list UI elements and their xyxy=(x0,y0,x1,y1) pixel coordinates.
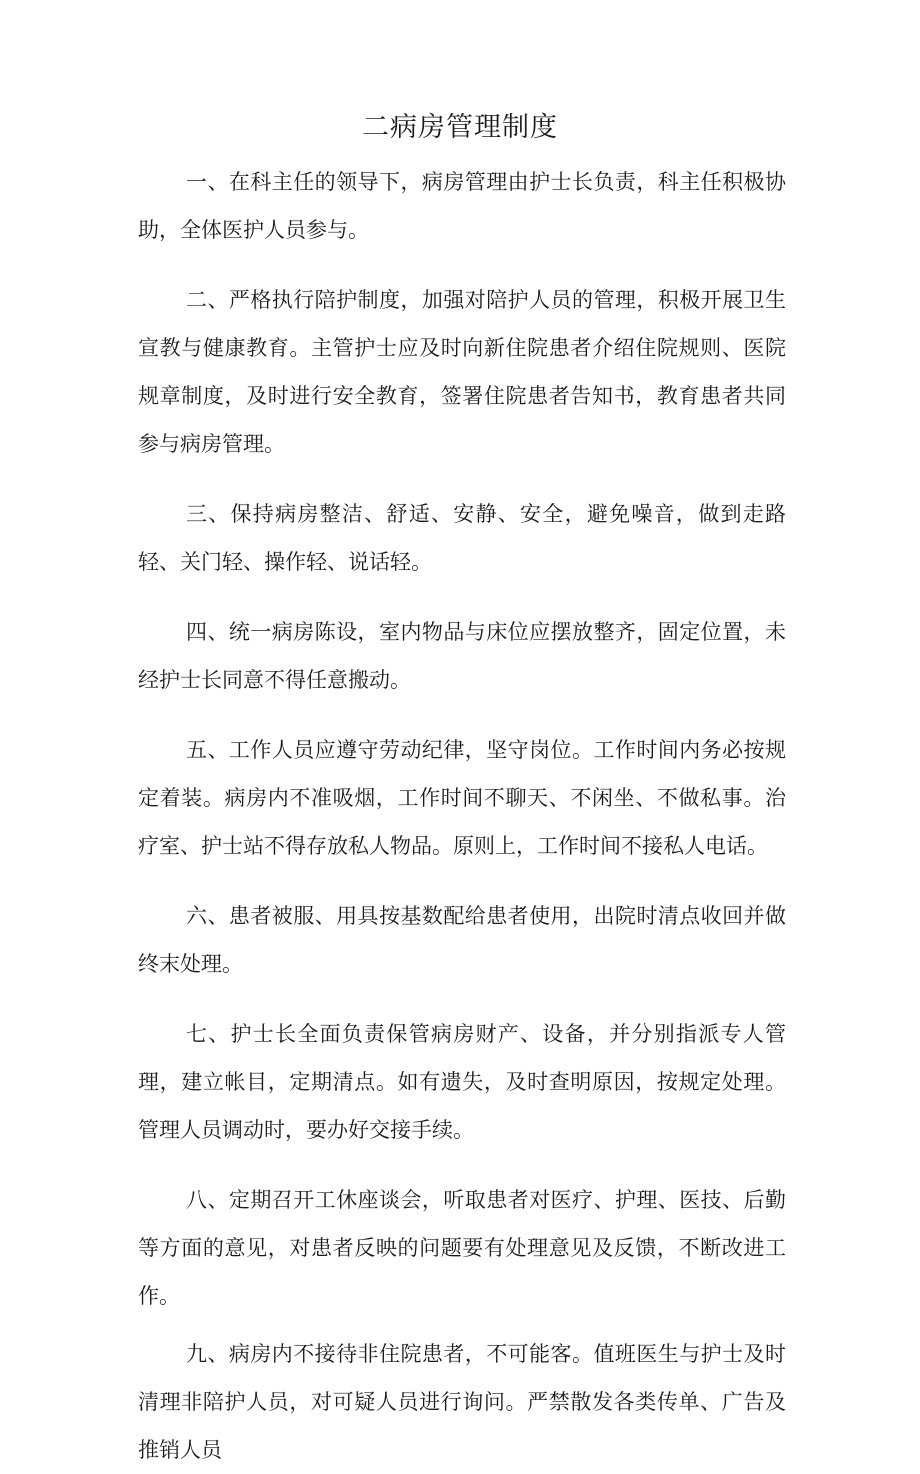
paragraph-8: 八、定期召开工休座谈会，听取患者对医疗、护理、医技、后勤等方面的意见，对患者反映的问题要有处理意见及反馈，不断改进工作。 xyxy=(138,1188,786,1308)
paragraph-2: 二、严格执行陪护制度，加强对陪护人员的管理，积极开展卫生宣教与健康教育。主管护士应及时向新住院患者介绍住院规则、医院规章制度，及时进行安全教育，签署住院患者告知书，教育患者共同参与病房管理。 xyxy=(138,288,786,456)
document-title: 二病房管理制度 xyxy=(362,112,558,143)
paragraph-1: 一、在科主任的领导下，病房管理由护士长负责，科主任积极协助，全体医护人员参与。 xyxy=(138,170,786,242)
paragraph-5: 五、工作人员应遵守劳动纪律，坚守岗位。工作时间内务必按规定着装。病房内不准吸烟，工作时间不聊天、不闲坐、不做私事。治疗室、护士站不得存放私人物品。原则上，工作时间不接私人电话。 xyxy=(138,738,786,858)
paragraph-4: 四、统一病房陈设，室内物品与床位应摆放整齐，固定位置，未经护士长同意不得任意搬动。 xyxy=(138,620,786,692)
paragraph-3: 三、保持病房整洁、舒适、安静、安全，避免噪音，做到走路轻、关门轻、操作轻、说话轻。 xyxy=(138,502,786,574)
paragraph-7: 七、护士长全面负责保管病房财产、设备，并分别指派专人管理，建立帐目，定期清点。如有遗失，及时查明原因，按规定处理。管理人员调动时，要办好交接手续。 xyxy=(138,1022,786,1142)
paragraph-6: 六、患者被服、用具按基数配给患者使用，出院时清点收回并做终末处理。 xyxy=(138,904,786,976)
paragraph-9: 九、病房内不接待非住院患者，不可能客。值班医生与护士及时清理非陪护人员，对可疑人员进行询问。严禁散发各类传单、广告及推销人员 xyxy=(138,1342,786,1462)
document-body xyxy=(138,158,786,1474)
